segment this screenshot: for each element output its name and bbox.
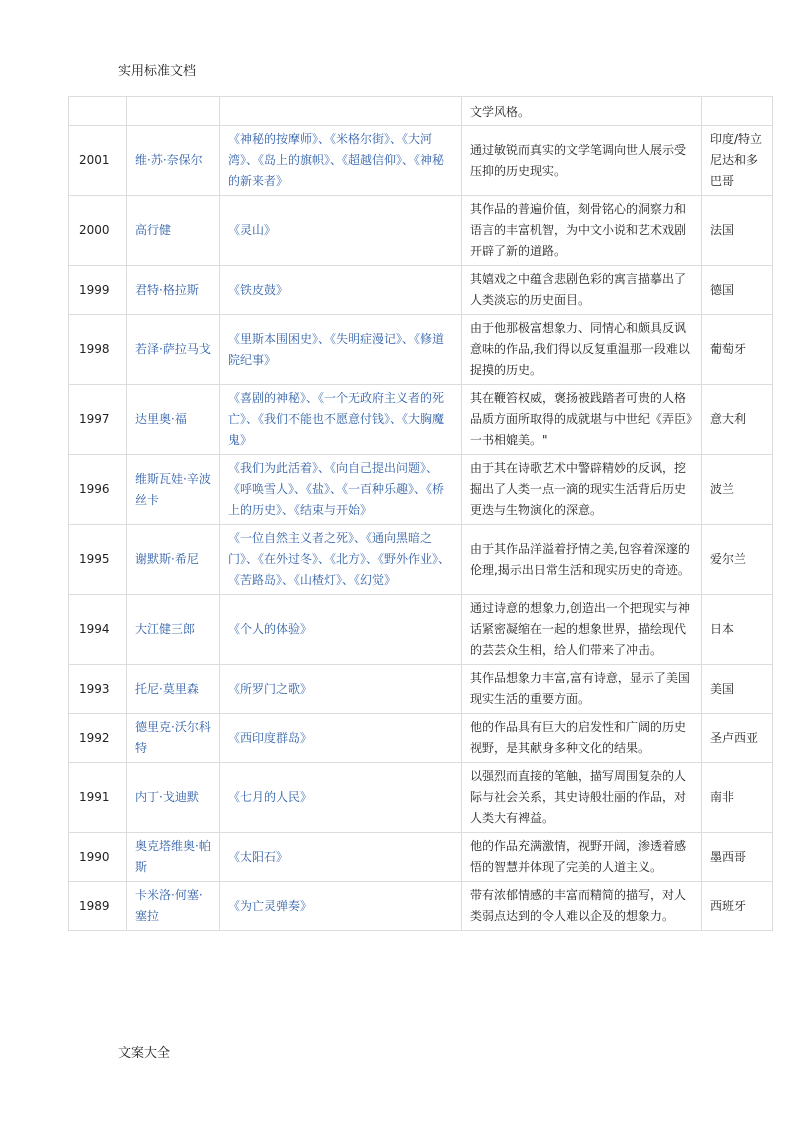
- table-row: [69, 455, 773, 525]
- country-cell: [702, 97, 773, 126]
- works-link[interactable]: 《灵山》: [220, 196, 462, 266]
- laureate-link[interactable]: 谢默斯·希尼: [127, 525, 220, 595]
- table-row: [69, 714, 773, 763]
- laureate-link[interactable]: 若泽·萨拉马戈: [127, 315, 220, 385]
- laureate-link[interactable]: 大江健三郎: [127, 595, 220, 665]
- works-link[interactable]: 《我们为此活着》、《向自己提出问题》、《呼唤雪人》、《盐》、《一百种乐趣》、《桥上的历史》、《结束与开始》: [220, 455, 462, 525]
- table-row: [69, 385, 773, 455]
- laureate-link[interactable]: 达里奥·福: [127, 385, 220, 455]
- nobel-literature-table: [68, 96, 773, 931]
- country-cell: 德国: [702, 266, 773, 315]
- laureate-cell: [127, 97, 220, 126]
- page-footer: 文案大全: [118, 1046, 171, 1061]
- laureate-link[interactable]: 德里克·沃尔科特: [127, 714, 220, 763]
- citation-cell: 他的作品具有巨大的启发性和广阔的历史视野，是其献身多种文化的结果。: [462, 714, 702, 763]
- laureate-link[interactable]: 卡米洛·何塞·塞拉: [127, 882, 220, 931]
- table-row: [69, 525, 773, 595]
- year-cell: 1990: [69, 833, 127, 882]
- country-cell: 西班牙: [702, 882, 773, 931]
- table-row: [69, 833, 773, 882]
- country-cell: 墨西哥: [702, 833, 773, 882]
- table-row: [69, 665, 773, 714]
- year-cell: 1996: [69, 455, 127, 525]
- country-cell: 葡萄牙: [702, 315, 773, 385]
- country-cell: 南非: [702, 763, 773, 833]
- year-cell: 2001: [69, 126, 127, 196]
- country-cell: 法国: [702, 196, 773, 266]
- table-row: [69, 196, 773, 266]
- country-cell: 日本: [702, 595, 773, 665]
- year-cell: 2000: [69, 196, 127, 266]
- laureate-link[interactable]: 奥克塔维奥·帕斯: [127, 833, 220, 882]
- year-cell: 1998: [69, 315, 127, 385]
- citation-cell: 他的作品充满激情，视野开阔，渗透着感悟的智慧并体现了完美的人道主义。: [462, 833, 702, 882]
- table-row: [69, 126, 773, 196]
- year-cell: [69, 97, 127, 126]
- table-row-continued: [69, 97, 773, 126]
- country-cell: 爱尔兰: [702, 525, 773, 595]
- works-link[interactable]: 《里斯本围困史》、《失明症漫记》、《修道院纪事》: [220, 315, 462, 385]
- citation-cell: 带有浓郁情感的丰富而精简的描写，对人类弱点达到的令人难以企及的想象力。: [462, 882, 702, 931]
- table-row: [69, 882, 773, 931]
- works-link[interactable]: 《七月的人民》: [220, 763, 462, 833]
- year-cell: 1991: [69, 763, 127, 833]
- year-cell: 1993: [69, 665, 127, 714]
- laureate-link[interactable]: 托尼·莫里森: [127, 665, 220, 714]
- year-cell: 1999: [69, 266, 127, 315]
- year-cell: 1997: [69, 385, 127, 455]
- year-cell: 1994: [69, 595, 127, 665]
- works-link[interactable]: 《神秘的按摩师》、《米格尔街》、《大河湾》、《岛上的旗帜》、《超越信仰》、《神秘的新来者》: [220, 126, 462, 196]
- laureate-link[interactable]: 维斯瓦娃·辛波丝卡: [127, 455, 220, 525]
- country-cell: 波兰: [702, 455, 773, 525]
- citation-cell: 由于其作品洋溢着抒情之美,包容着深邃的伦理,揭示出日常生活和现实历史的奇迹。: [462, 525, 702, 595]
- works-link[interactable]: 《所罗门之歌》: [220, 665, 462, 714]
- table-row: [69, 315, 773, 385]
- citation-cell: 其作品想象力丰富,富有诗意，显示了美国现实生活的重要方面。: [462, 665, 702, 714]
- laureate-link[interactable]: 君特·格拉斯: [127, 266, 220, 315]
- year-cell: 1995: [69, 525, 127, 595]
- citation-cell: 通过诗意的想象力,创造出一个把现实与神话紧密凝缩在一起的想象世界，描绘现代的芸芸众生相，给人们带来了冲击。: [462, 595, 702, 665]
- citation-cell: 其在鞭笞权威，褒扬被践踏者可贵的人格品质方面所取得的成就堪与中世纪《弄臣》一书相媲美。": [462, 385, 702, 455]
- country-cell: 美国: [702, 665, 773, 714]
- country-cell: 印度/特立尼达和多巴哥: [702, 126, 773, 196]
- laureate-link[interactable]: 维·苏·奈保尔: [127, 126, 220, 196]
- laureate-link[interactable]: 高行健: [127, 196, 220, 266]
- works-link[interactable]: 《喜剧的神秘》、《一个无政府主义者的死亡》、《我们不能也不愿意付钱》、《大胸魔鬼》: [220, 385, 462, 455]
- works-link[interactable]: 《个人的体验》: [220, 595, 462, 665]
- table-body: [69, 97, 773, 931]
- citation-cell: 由于他那极富想象力、同情心和颇具反讽意味的作品,我们得以反复重温那一段难以捉摸的历史。: [462, 315, 702, 385]
- country-cell: 圣卢西亚: [702, 714, 773, 763]
- citation-cell: 由于其在诗歌艺术中警辟精妙的反讽，挖掘出了人类一点一滴的现实生活背后历史更迭与生物演化的深意。: [462, 455, 702, 525]
- works-cell: [220, 97, 462, 126]
- year-cell: 1989: [69, 882, 127, 931]
- works-link[interactable]: 《铁皮鼓》: [220, 266, 462, 315]
- works-link[interactable]: 《西印度群岛》: [220, 714, 462, 763]
- page-header: 实用标准文档: [118, 64, 197, 79]
- citation-cell: 其嬉戏之中蕴含悲剧色彩的寓言描摹出了人类淡忘的历史面目。: [462, 266, 702, 315]
- citation-cell: 文学风格。: [462, 97, 702, 126]
- table-row: [69, 763, 773, 833]
- laureate-link[interactable]: 内丁·戈迪默: [127, 763, 220, 833]
- citation-cell: 其作品的普遍价值，刻骨铭心的洞察力和语言的丰富机智，为中文小说和艺术戏剧开辟了新的道路。: [462, 196, 702, 266]
- works-link[interactable]: 《太阳石》: [220, 833, 462, 882]
- works-link[interactable]: 《一位自然主义者之死》、《通向黑暗之门》、《在外过冬》、《北方》、《野外作业》、《苦路岛》、《山楂灯》、《幻觉》: [220, 525, 462, 595]
- citation-cell: 通过敏锐而真实的文学笔调向世人展示受压抑的历史现实。: [462, 126, 702, 196]
- table-row: [69, 266, 773, 315]
- year-cell: 1992: [69, 714, 127, 763]
- citation-cell: 以强烈而直接的笔触，描写周围复杂的人际与社会关系，其史诗般壮丽的作品，对人类大有裨益。: [462, 763, 702, 833]
- country-cell: 意大利: [702, 385, 773, 455]
- table-row: [69, 595, 773, 665]
- works-link[interactable]: 《为亡灵弹奏》: [220, 882, 462, 931]
